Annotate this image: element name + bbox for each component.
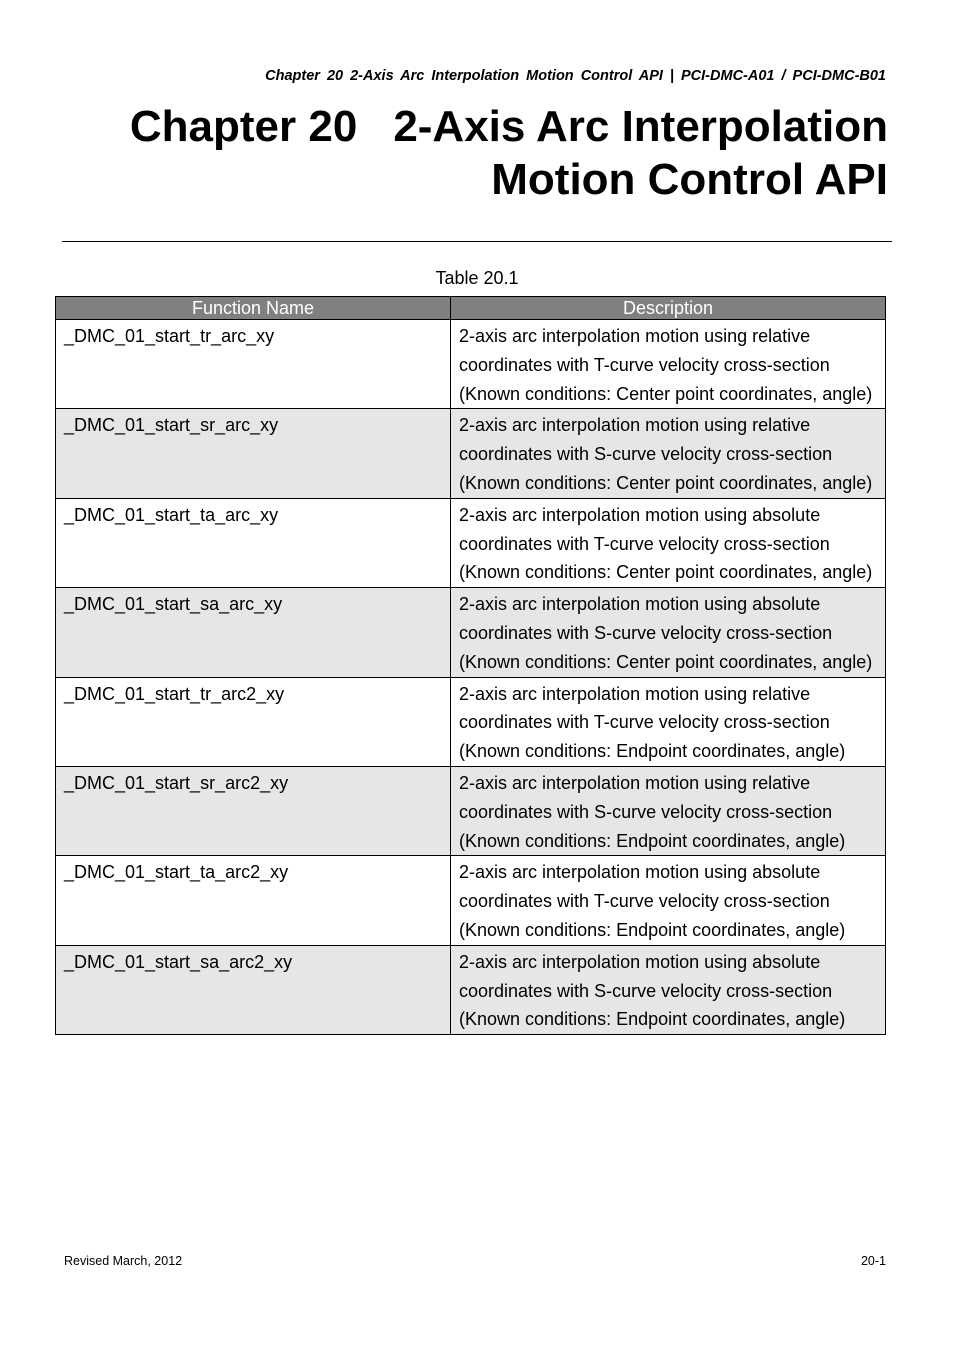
table-row <box>56 409 886 498</box>
table-row <box>56 766 886 855</box>
description-cell: 2-axis arc interpolation motion using relative coordinates with S-curve velocity cross-section (Known conditions: Endpoint coordinates, angle) <box>451 766 886 855</box>
function-name-cell: _DMC_01_start_sa_arc_xy <box>56 588 451 677</box>
footer-page-number: 20-1 <box>860 1254 886 1268</box>
column-header-description: Description <box>451 297 886 320</box>
function-name-cell: _DMC_01_start_ta_arc2_xy <box>56 856 451 945</box>
table-row <box>56 856 886 945</box>
table-row <box>56 945 886 1034</box>
table-row <box>56 677 886 766</box>
chapter-number: Chapter 20 <box>129 102 358 151</box>
description-cell: 2-axis arc interpolation motion using absolute coordinates with T-curve velocity cross-section (Known conditions: Endpoint coordinates, angle) <box>451 856 886 945</box>
table-row <box>56 498 886 587</box>
function-name-cell: _DMC_01_start_sr_arc2_xy <box>56 766 451 855</box>
running-header: Chapter 20 2-Axis Arc Interpolation Motion Control API | PCI-DMC-A01 / PCI-DMC-B01 <box>265 68 886 84</box>
description-cell: 2-axis arc interpolation motion using relative coordinates with T-curve velocity cross-section (Known conditions: Center point coordinates, angle) <box>451 320 886 409</box>
description-cell: 2-axis arc interpolation motion using absolute coordinates with S-curve velocity cross-section (Known conditions: Endpoint coordinates, angle) <box>451 945 886 1034</box>
title-divider <box>62 241 892 242</box>
function-table <box>55 296 886 1035</box>
table-header-row <box>56 297 886 320</box>
description-cell: 2-axis arc interpolation motion using absolute coordinates with S-curve velocity cross-section (Known conditions: Center point coordinates, angle) <box>451 588 886 677</box>
function-name-cell: _DMC_01_start_sa_arc2_xy <box>56 945 451 1034</box>
table-row <box>56 320 886 409</box>
footer-revision: Revised March, 2012 <box>64 1254 183 1268</box>
column-header-function-name: Function Name <box>56 297 451 320</box>
chapter-title <box>130 100 888 206</box>
function-name-cell: _DMC_01_start_sr_arc_xy <box>56 409 451 498</box>
chapter-title-text-2: Motion Control API <box>491 155 888 204</box>
chapter-title-line-1 <box>130 100 888 153</box>
chapter-title-text-1: 2-Axis Arc Interpolation <box>393 102 888 151</box>
description-cell: 2-axis arc interpolation motion using absolute coordinates with T-curve velocity cross-section (Known conditions: Center point coordinates, angle) <box>451 498 886 587</box>
table-caption: Table 20.1 <box>435 268 519 288</box>
function-name-cell: _DMC_01_start_ta_arc_xy <box>56 498 451 587</box>
table-row <box>56 588 886 677</box>
description-cell: 2-axis arc interpolation motion using relative coordinates with T-curve velocity cross-section (Known conditions: Endpoint coordinates, angle) <box>451 677 886 766</box>
description-cell: 2-axis arc interpolation motion using relative coordinates with S-curve velocity cross-section (Known conditions: Center point coordinates, angle) <box>451 409 886 498</box>
function-name-cell: _DMC_01_start_tr_arc_xy <box>56 320 451 409</box>
function-name-cell: _DMC_01_start_tr_arc2_xy <box>56 677 451 766</box>
